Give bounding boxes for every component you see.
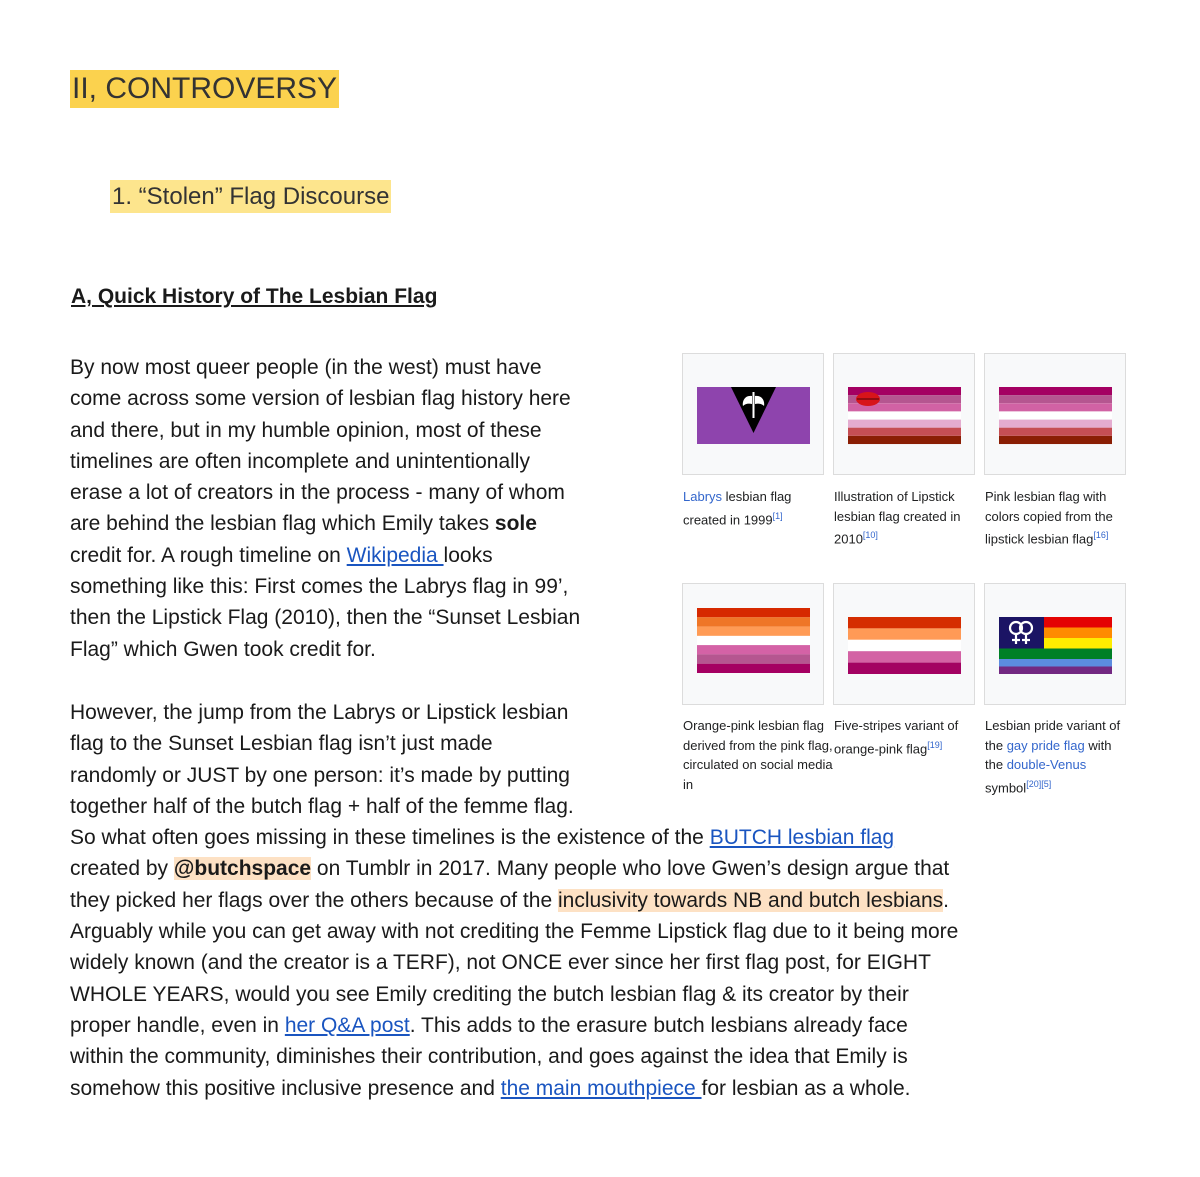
labrys-link[interactable]: Labrys bbox=[683, 489, 723, 504]
flag-image-orange-pink[interactable] bbox=[682, 583, 824, 705]
wikipedia-link[interactable]: Wikipedia bbox=[346, 543, 444, 567]
gay-pride-flag-link[interactable]: gay pride flag bbox=[1006, 737, 1085, 753]
para1-line: timelines are often incomplete and unintentionally bbox=[70, 449, 530, 473]
text: on Tumblr in 2017. Many people who love Gwen’s design argue that bbox=[311, 857, 950, 881]
text: for lesbian as a whole. bbox=[701, 1076, 911, 1100]
text: proper handle, even in bbox=[70, 1013, 285, 1037]
caption-text: Pink lesbian flag with colors copied from the lipstick lesbian flag bbox=[985, 489, 1113, 547]
para2-line: flag to the Sunset Lesbian flag isn’t just made bbox=[70, 732, 493, 756]
flag-image-lipstick[interactable] bbox=[833, 353, 975, 475]
text: . This adds to the erasure butch lesbians already face bbox=[409, 1013, 908, 1037]
ref[interactable]: [20][5] bbox=[1026, 778, 1052, 789]
orange-pink-flag-icon bbox=[683, 584, 823, 704]
para2-line: together half of the butch flag + half of the femme flag. bbox=[70, 794, 574, 818]
flag-image-five-stripes[interactable] bbox=[833, 583, 975, 705]
mouthpiece-link[interactable]: the main mouthpiece bbox=[500, 1076, 702, 1100]
qa-post-link[interactable]: her Q&A post bbox=[284, 1013, 410, 1037]
para2-line bbox=[70, 853, 958, 884]
ref[interactable]: [16] bbox=[1093, 530, 1109, 540]
flag-image-labrys[interactable] bbox=[682, 353, 824, 475]
para2-line bbox=[70, 1010, 958, 1041]
para2-line bbox=[70, 822, 958, 853]
lipstick-flag-icon bbox=[834, 354, 974, 474]
para1-line: come across some version of lesbian flag history here bbox=[70, 387, 571, 411]
para1-line: By now most queer people (in the west) must have bbox=[70, 356, 542, 379]
subheading: A, Quick History of The Lesbian Flag bbox=[71, 285, 438, 308]
text: created by bbox=[70, 857, 174, 881]
caption-text: lesbian flag created in 1999 bbox=[683, 489, 792, 527]
ref[interactable]: [1] bbox=[772, 510, 783, 521]
butch-flag-link[interactable]: BUTCH lesbian flag bbox=[709, 826, 895, 850]
pink-flag-icon bbox=[985, 354, 1125, 474]
para1-line bbox=[70, 540, 580, 571]
bold-sole: sole bbox=[494, 512, 537, 536]
flag-image-pink[interactable] bbox=[984, 353, 1126, 475]
paragraph-1 bbox=[70, 352, 580, 665]
highlighted-text: inclusivity towards NB and butch lesbians bbox=[557, 888, 944, 912]
five-stripes-flag-icon bbox=[834, 584, 974, 704]
para2-line: widely known (and the creator is a TERF), not ONCE ever since her first flag post, for EIGHT bbox=[70, 951, 931, 975]
para1-line: erase a lot of creators in the process - many of whom bbox=[70, 481, 565, 505]
para2-line bbox=[70, 1073, 958, 1104]
para1-line: something like this: First comes the Labrys flag in 99’, bbox=[70, 575, 569, 599]
caption-text: Orange-pink lesbian flag derived from the pink flag, circulated on social media in bbox=[683, 718, 833, 792]
text: are behind the lesbian flag which Emily takes bbox=[70, 512, 495, 536]
para1-line bbox=[70, 508, 580, 539]
text: looks bbox=[443, 543, 493, 567]
text: credit for. A rough timeline on bbox=[70, 543, 347, 567]
para2-line: WHOLE YEARS, would you see Emily crediting the butch lesbian flag & its creator by their bbox=[70, 982, 909, 1006]
ref[interactable]: [19] bbox=[927, 739, 943, 750]
para2-line bbox=[70, 885, 958, 916]
para2-line: Arguably while you can get away with not crediting the Femme Lipstick flag due to it being more bbox=[70, 920, 959, 944]
para2-line: randomly or JUST by one person: it’s made by putting bbox=[70, 763, 570, 787]
text: somehow this positive inclusive presence and bbox=[70, 1076, 501, 1100]
flag-image-pride-variant[interactable] bbox=[984, 583, 1126, 705]
caption-text: Lesbian pride variant of the bbox=[985, 718, 1121, 753]
caption-text: with the bbox=[985, 737, 1112, 772]
ref[interactable]: [10] bbox=[862, 530, 878, 540]
caption-pride-variant bbox=[985, 716, 1125, 797]
caption-lipstick bbox=[834, 487, 984, 549]
caption-labrys bbox=[683, 487, 833, 529]
pride-variant-flag-icon bbox=[985, 584, 1125, 704]
caption-five-stripes bbox=[834, 716, 984, 758]
caption-orange-pink bbox=[683, 716, 833, 794]
para1-line: Flag” which Gwen took credit for. bbox=[70, 637, 376, 661]
caption-text: symbol bbox=[985, 779, 1027, 795]
labrys-flag-icon bbox=[683, 354, 823, 474]
para1-line: and there, but in my humble opinion, most of these bbox=[70, 418, 542, 442]
caption-text: Illustration of Lipstick lesbian flag created in 2010 bbox=[834, 489, 961, 547]
para1-line: then the Lipstick Flag (2010), then the “Sunset Lesbian bbox=[70, 606, 581, 630]
text: they picked her flags over the others because of the bbox=[70, 888, 558, 912]
caption-pink bbox=[985, 487, 1135, 549]
text: So what often goes missing in these timelines is the existence of the bbox=[70, 826, 710, 850]
para2-line: within the community, diminishes their contribution, and goes against the idea that Emily is bbox=[70, 1045, 908, 1069]
section-heading: II, CONTROVERSY bbox=[70, 70, 339, 108]
butchspace-handle: @butchspace bbox=[173, 857, 312, 881]
text: . bbox=[943, 888, 950, 912]
subsection-heading: 1. “Stolen” Flag Discourse bbox=[110, 180, 391, 213]
para2-line: However, the jump from the Labrys or Lipstick lesbian bbox=[70, 701, 569, 724]
caption-text: Five-stripes variant of orange-pink flag bbox=[834, 718, 959, 756]
double-venus-link[interactable]: double-Venus bbox=[1006, 757, 1087, 772]
